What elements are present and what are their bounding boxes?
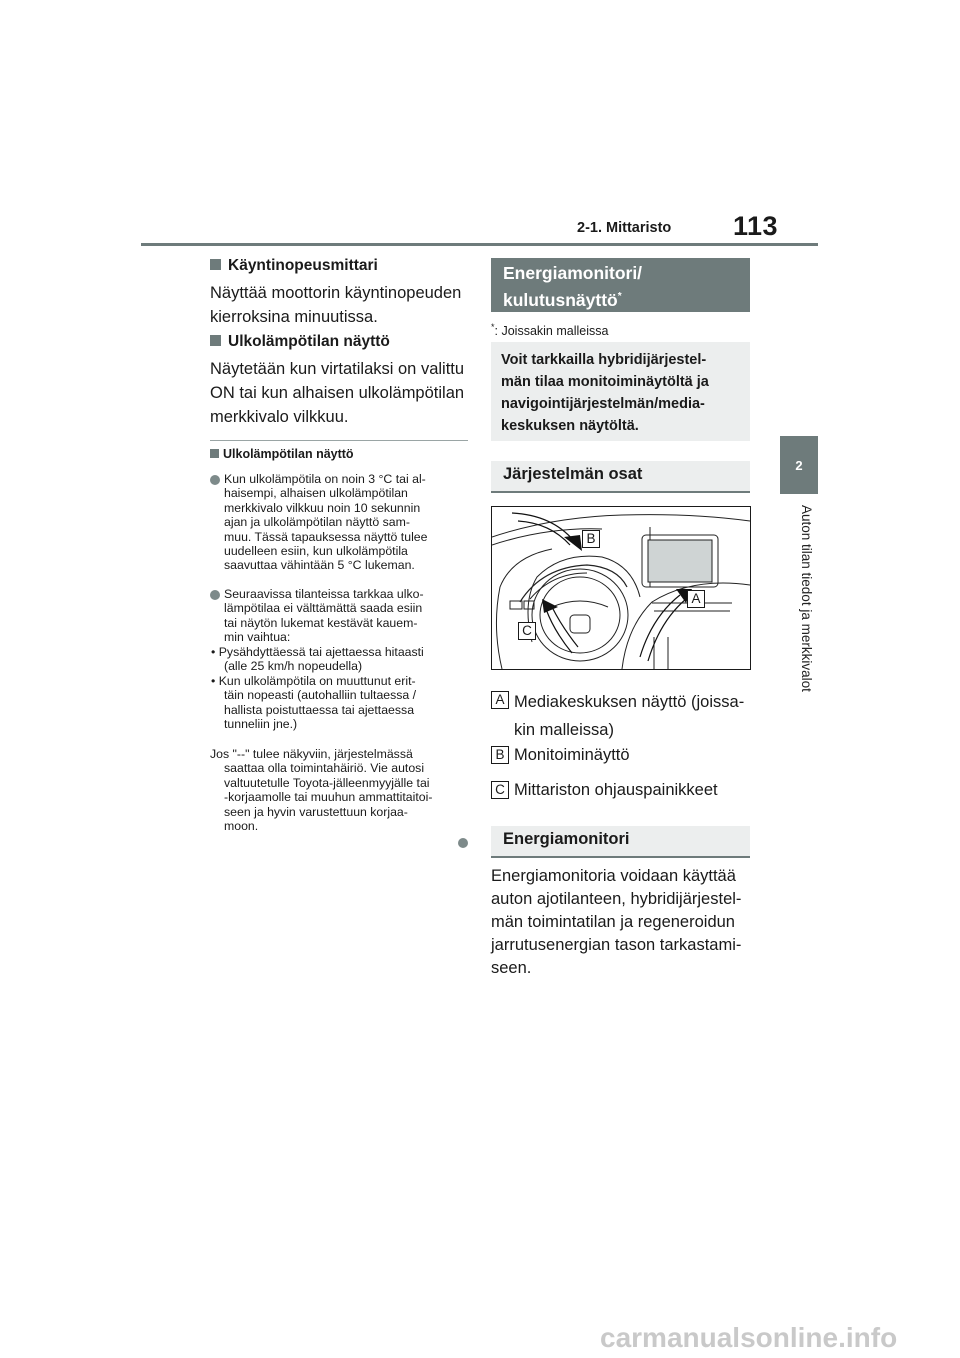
text-line: kierroksina minuutissa. <box>210 308 378 326</box>
note-jos <box>210 747 432 833</box>
text-line: merkkivalo vilkkuu noin 10 sekunnin <box>224 500 421 515</box>
text-line: • Pysähdyttäessä tai ajettaessa hitaasti <box>211 645 424 659</box>
text-line: saattaa olla toimintahäiriö. Vie autosi <box>224 761 425 776</box>
sub-bullet-1 <box>211 645 424 674</box>
title-line-2: kulutusnäyttö <box>503 289 618 310</box>
diagram-label-a: A <box>687 590 705 608</box>
legend-key-a: A <box>491 691 509 709</box>
text-line: tunneliin jne.) <box>224 717 298 732</box>
text-line: navigointijärjestelmän/media- <box>501 396 705 412</box>
legend-key-b: B <box>491 746 509 764</box>
diagram-label-c: C <box>518 622 536 640</box>
text-line: Mediakeskuksen näyttö (joissa- <box>514 693 745 711</box>
text-line: Seuraavissa tilanteissa tarkkaa ulko- <box>224 587 424 601</box>
chapter-number: 2 <box>795 458 803 473</box>
text-line: täin nopeasti (autohalliin tultaessa / <box>224 688 417 703</box>
text-line: Voit tarkkailla hybridijärjestel- <box>501 352 707 368</box>
chapter-title: Auton tilan tiedot ja merkkivalot <box>799 505 814 692</box>
text-line: Näytetään kun virtatilaksi on valittu <box>210 360 465 378</box>
text-line: muu. Tässä tapauksessa näyttö tulee <box>224 529 428 544</box>
title-box <box>491 258 750 312</box>
note-bullet-1 <box>224 472 427 573</box>
asterisk: * <box>617 291 622 302</box>
dashboard-illustration <box>492 507 750 669</box>
footnote <box>491 322 608 338</box>
text-line: auton ajotilanteen, hybridijärjestel- <box>491 890 742 908</box>
text-line: -korjaamolle tai muuhun ammattitaitoi- <box>224 790 433 805</box>
legend-item-a <box>514 688 744 744</box>
heading-outside-temp: Ulkolämpötilan näyttö <box>210 333 390 351</box>
text-line: Energiamonitoria voidaan käyttää <box>491 867 736 885</box>
text-line: haisempi, alhaisen ulkolämpötilan <box>224 486 408 501</box>
note-heading: Ulkolämpötilan näyttö <box>210 447 354 461</box>
bullet-dot <box>210 590 220 600</box>
text-line: Jos "--" tulee näkyviin, järjestelmässä <box>210 747 413 761</box>
text-line: min vaihtua: <box>224 630 291 645</box>
section-system-parts <box>491 461 750 493</box>
legend-item-c: Mittariston ohjauspainikkeet <box>514 781 718 799</box>
text-line: Kun ulkolämpötila on noin 3 °C tai al- <box>224 472 426 486</box>
watermark: carmanualsonline.info <box>600 1322 898 1353</box>
legend-item-b: Monitoiminäyttö <box>514 746 630 764</box>
footnote-mark: * <box>491 322 495 332</box>
section-title: 2-1. Mittaristo <box>577 220 672 236</box>
text-line: tai näytön lukemat kestävät kauem- <box>224 615 418 630</box>
chapter-tab[interactable] <box>780 436 818 494</box>
text-line: seen ja hyvin varustettuun korjaa- <box>224 804 408 819</box>
text-line: lämpötilaa ei välttämättä saada esiin <box>224 601 423 616</box>
footnote-text: : Joissakin malleissa <box>494 324 609 339</box>
text-line: (alle 25 km/h nopeudella) <box>224 659 363 674</box>
text-line: merkkivalo vilkkuu. <box>210 408 349 426</box>
bullet-dot <box>210 475 220 485</box>
sub-bullet-2 <box>211 674 416 732</box>
text-line: saavuttaa vähintään 5 °C lukeman. <box>224 558 415 573</box>
text-line: valtuutetulle Toyota-jälleenmyyjälle tai <box>224 775 430 790</box>
text-line: keskuksen näytöltä. <box>501 418 639 434</box>
end-dot <box>458 838 468 848</box>
text-line: hallista poistuttaessa tai ajettaessa <box>224 702 415 717</box>
text-line: kin malleissa) <box>514 721 614 739</box>
title-line-1: Energiamonitori/ <box>503 263 643 283</box>
section-title: Järjestelmän osat <box>503 465 643 483</box>
note-bullet-2 <box>224 587 424 645</box>
text-line: • Kun ulkolämpötila on muuttunut erit- <box>211 674 416 688</box>
intro-box <box>491 342 750 441</box>
header-rule <box>141 243 818 246</box>
legend-key-c: C <box>491 781 509 799</box>
text-line: seen. <box>491 959 532 977</box>
text-line: ON tai kun alhaisen ulkolämpötilan <box>210 384 465 402</box>
section-title: Energiamonitori <box>503 830 630 848</box>
dashboard-diagram <box>491 506 751 670</box>
page-number: 113 <box>733 211 779 241</box>
text-line: Näyttää moottorin käyntinopeuden <box>210 284 462 302</box>
paragraph-energy-monitor <box>491 865 741 980</box>
diagram-label-b: B <box>582 530 600 548</box>
heading-tachometer: Käyntinopeusmittari <box>210 257 378 275</box>
text-line: uudelleen esiin, kun ulkolämpötila <box>224 544 408 559</box>
text-line: män toimintatilan ja regeneroidun <box>491 913 735 931</box>
paragraph-outside-temp <box>210 357 464 429</box>
note-rule <box>210 440 468 441</box>
text-line: jarrutusenergian tason tarkastami- <box>491 936 742 954</box>
text-line: moon. <box>224 819 259 834</box>
text-line: ajan ja ulkolämpötilan näyttö sam- <box>224 515 410 530</box>
text-line: män tilaa monitoiminäytöltä ja <box>501 374 709 390</box>
paragraph-tachometer <box>210 281 461 329</box>
section-energy-monitor <box>491 826 750 858</box>
